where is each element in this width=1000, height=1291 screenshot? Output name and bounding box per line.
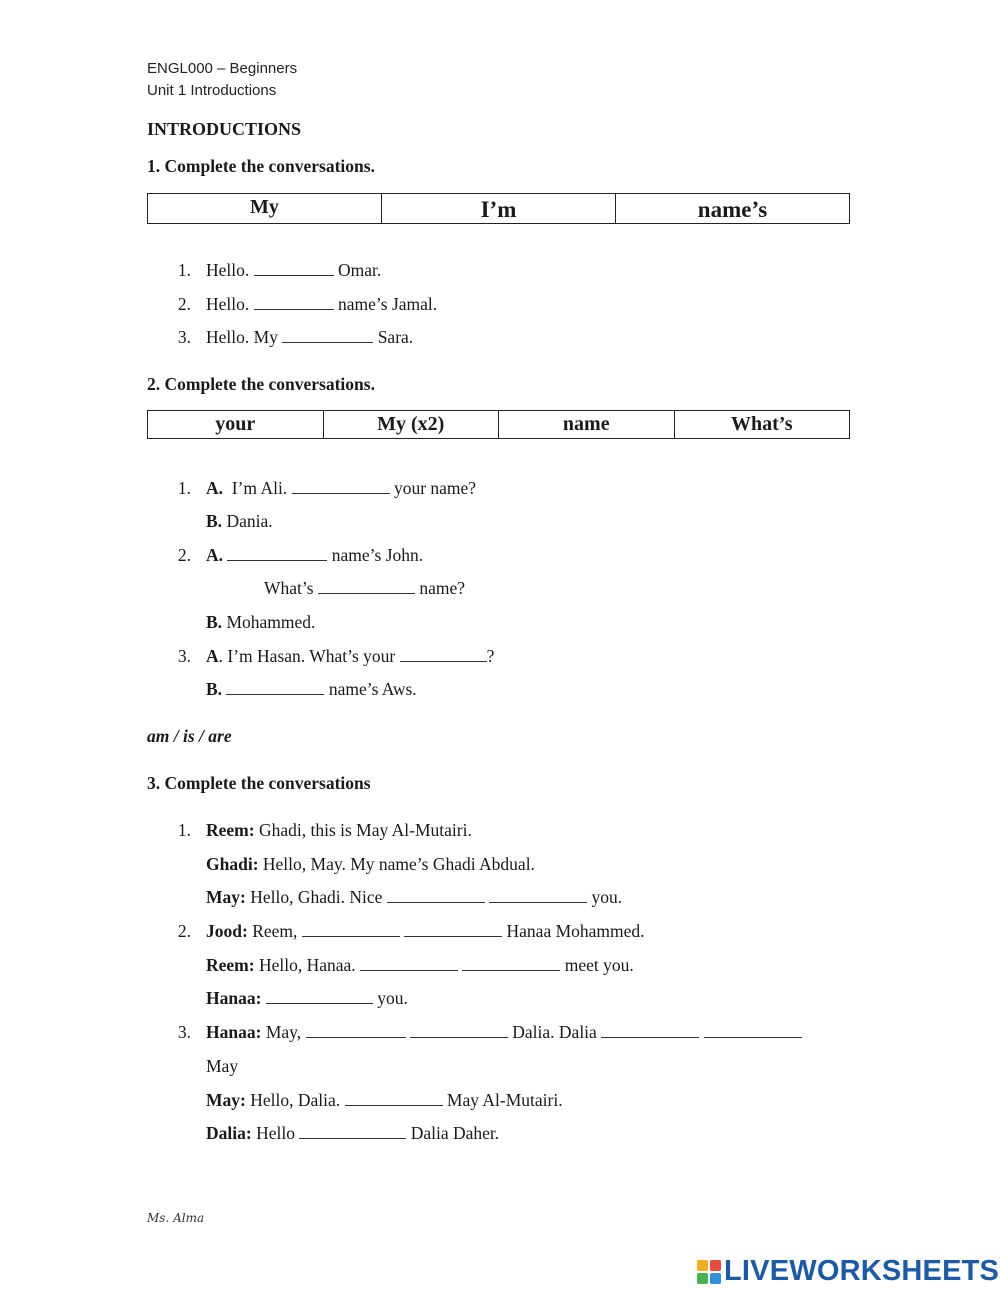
- text: Dalia Daher.: [406, 1123, 500, 1143]
- item-number: 2.: [177, 545, 191, 565]
- exercise-line: [206, 327, 413, 348]
- exercise-line: [206, 955, 634, 976]
- item-number: 3.: [177, 327, 191, 347]
- text: name’s John.: [327, 545, 424, 565]
- exercise-line: [206, 1090, 563, 1111]
- item-number: 2.: [177, 921, 191, 941]
- exercise-line: [206, 1123, 499, 1144]
- text: Hello, Ghadi. Nice: [245, 887, 387, 907]
- word-box-1: [147, 193, 850, 224]
- text: Dania.: [222, 511, 273, 531]
- text: Hello, Dalia.: [245, 1090, 345, 1110]
- logo-blocks-icon: [697, 1260, 721, 1284]
- text: I’m Ali.: [223, 478, 292, 498]
- section2-heading: 2. Complete the conversations.: [147, 374, 375, 394]
- speaker-label: B.: [206, 612, 223, 632]
- speaker-label: Dalia:: [206, 1123, 252, 1143]
- text: Hanaa Mohammed.: [502, 921, 645, 941]
- unit-name: Unit 1 Introductions: [147, 82, 277, 99]
- exercise-line: [206, 988, 408, 1009]
- word-box-2: [147, 410, 850, 439]
- item-number: 1.: [177, 260, 191, 280]
- answer-blank[interactable]: [489, 887, 587, 903]
- item-number: 1.: [177, 478, 191, 498]
- text: you.: [587, 887, 623, 907]
- text: Omar.: [333, 260, 382, 280]
- answer-blank[interactable]: [282, 327, 373, 343]
- logo-block: [710, 1273, 721, 1284]
- answer-blank[interactable]: [462, 955, 560, 971]
- text: Reem,: [247, 921, 302, 941]
- text: . I’m Hasan. What’s your: [218, 646, 400, 666]
- answer-blank[interactable]: [254, 294, 334, 310]
- answer-blank[interactable]: [227, 545, 327, 561]
- answer-blank[interactable]: [266, 988, 373, 1004]
- word-box-2-cell: My (x2): [323, 411, 499, 438]
- text: Ghadi, this is May Al-Mutairi.: [254, 820, 472, 840]
- answer-blank[interactable]: [306, 1022, 406, 1038]
- item-number: 2.: [177, 294, 191, 314]
- text: Sara.: [373, 327, 414, 347]
- answer-blank[interactable]: [299, 1123, 406, 1139]
- speaker-label: Jood:: [206, 921, 248, 941]
- exercise-line: [206, 679, 417, 700]
- speaker-label: B.: [206, 679, 223, 699]
- teacher-signature: Ms. Alma: [147, 1211, 205, 1225]
- speaker-label: A: [206, 646, 219, 666]
- speaker-label: B.: [206, 511, 223, 531]
- text: Mohammed.: [222, 612, 316, 632]
- exercise-line: [206, 854, 535, 875]
- answer-blank[interactable]: [345, 1090, 443, 1106]
- answer-blank[interactable]: [254, 260, 334, 276]
- text: name’s Aws.: [324, 679, 417, 699]
- item-number: 3.: [177, 646, 191, 666]
- exercise-line: [206, 1056, 238, 1077]
- word-box-1-cell: name’s: [615, 194, 849, 223]
- text: meet you.: [560, 955, 634, 975]
- exercise-line: [206, 820, 472, 841]
- answer-blank[interactable]: [226, 679, 324, 695]
- text: May Al-Mutairi.: [442, 1090, 563, 1110]
- answer-blank[interactable]: [387, 887, 485, 903]
- text: Hello.: [206, 294, 254, 314]
- logo-block: [710, 1260, 721, 1271]
- answer-blank[interactable]: [360, 955, 458, 971]
- word-box-1-cell: My: [250, 196, 279, 218]
- text: Hello, Hanaa.: [254, 955, 361, 975]
- speaker-label: Reem:: [206, 820, 255, 840]
- brand-name: LIVEWORKSHEETS: [724, 1255, 1000, 1287]
- text: name’s Jamal.: [333, 294, 438, 314]
- exercise-line: [264, 578, 465, 599]
- word-box-2-cell: name: [498, 411, 674, 438]
- exercise-line: [206, 612, 315, 633]
- logo-block: [697, 1260, 708, 1271]
- text: Hello, May. My name’s Ghadi Abdual.: [258, 854, 535, 874]
- speaker-label: Reem:: [206, 955, 255, 975]
- grammar-note: am / is / are: [147, 726, 232, 746]
- exercise-line: [206, 294, 437, 315]
- exercise-line: [206, 1022, 802, 1043]
- exercise-line: [206, 887, 622, 908]
- page-title: INTRODUCTIONS: [147, 119, 302, 139]
- text: name?: [414, 578, 465, 598]
- exercise-line: [206, 545, 423, 566]
- liveworksheets-logo[interactable]: [697, 1255, 999, 1288]
- speaker-label: A.: [206, 478, 224, 498]
- exercise-line: [206, 260, 381, 281]
- word-box-2-cell: What’s: [674, 411, 850, 438]
- exercise-line: [206, 511, 273, 532]
- section3-heading: 3. Complete the conversations: [147, 773, 371, 793]
- text: May,: [261, 1022, 306, 1042]
- exercise-line: [206, 646, 494, 667]
- answer-blank[interactable]: [410, 1022, 508, 1038]
- speaker-label: May:: [206, 1090, 246, 1110]
- speaker-label: Hanaa:: [206, 988, 262, 1008]
- exercise-line: [206, 921, 645, 942]
- item-number: 1.: [177, 820, 191, 840]
- text: ?: [486, 646, 495, 666]
- text: Dalia. Dalia: [507, 1022, 602, 1042]
- text: May: [206, 1056, 239, 1076]
- speaker-label: A.: [206, 545, 224, 565]
- answer-blank[interactable]: [601, 1022, 699, 1038]
- answer-blank[interactable]: [404, 921, 502, 937]
- text: Hello. My: [206, 327, 283, 347]
- answer-blank[interactable]: [302, 921, 400, 937]
- course-name: ENGL000 – Beginners: [147, 60, 298, 77]
- text: you.: [372, 988, 408, 1008]
- speaker-label: May:: [206, 887, 246, 907]
- text: Hello: [251, 1123, 300, 1143]
- text: What’s: [264, 578, 318, 598]
- answer-blank[interactable]: [292, 478, 390, 494]
- word-box-2-cell: your: [215, 413, 256, 435]
- answer-blank[interactable]: [704, 1022, 802, 1038]
- answer-blank[interactable]: [400, 646, 487, 662]
- speaker-label: Hanaa:: [206, 1022, 262, 1042]
- word-box-1-cell: I’m: [381, 194, 615, 223]
- exercise-line: [206, 478, 476, 499]
- text: Hello.: [206, 260, 254, 280]
- speaker-label: Ghadi:: [206, 854, 259, 874]
- item-number: 3.: [177, 1022, 191, 1042]
- logo-block: [697, 1273, 708, 1284]
- answer-blank[interactable]: [318, 578, 415, 594]
- text: your name?: [389, 478, 477, 498]
- section1-heading: 1. Complete the conversations.: [147, 156, 375, 176]
